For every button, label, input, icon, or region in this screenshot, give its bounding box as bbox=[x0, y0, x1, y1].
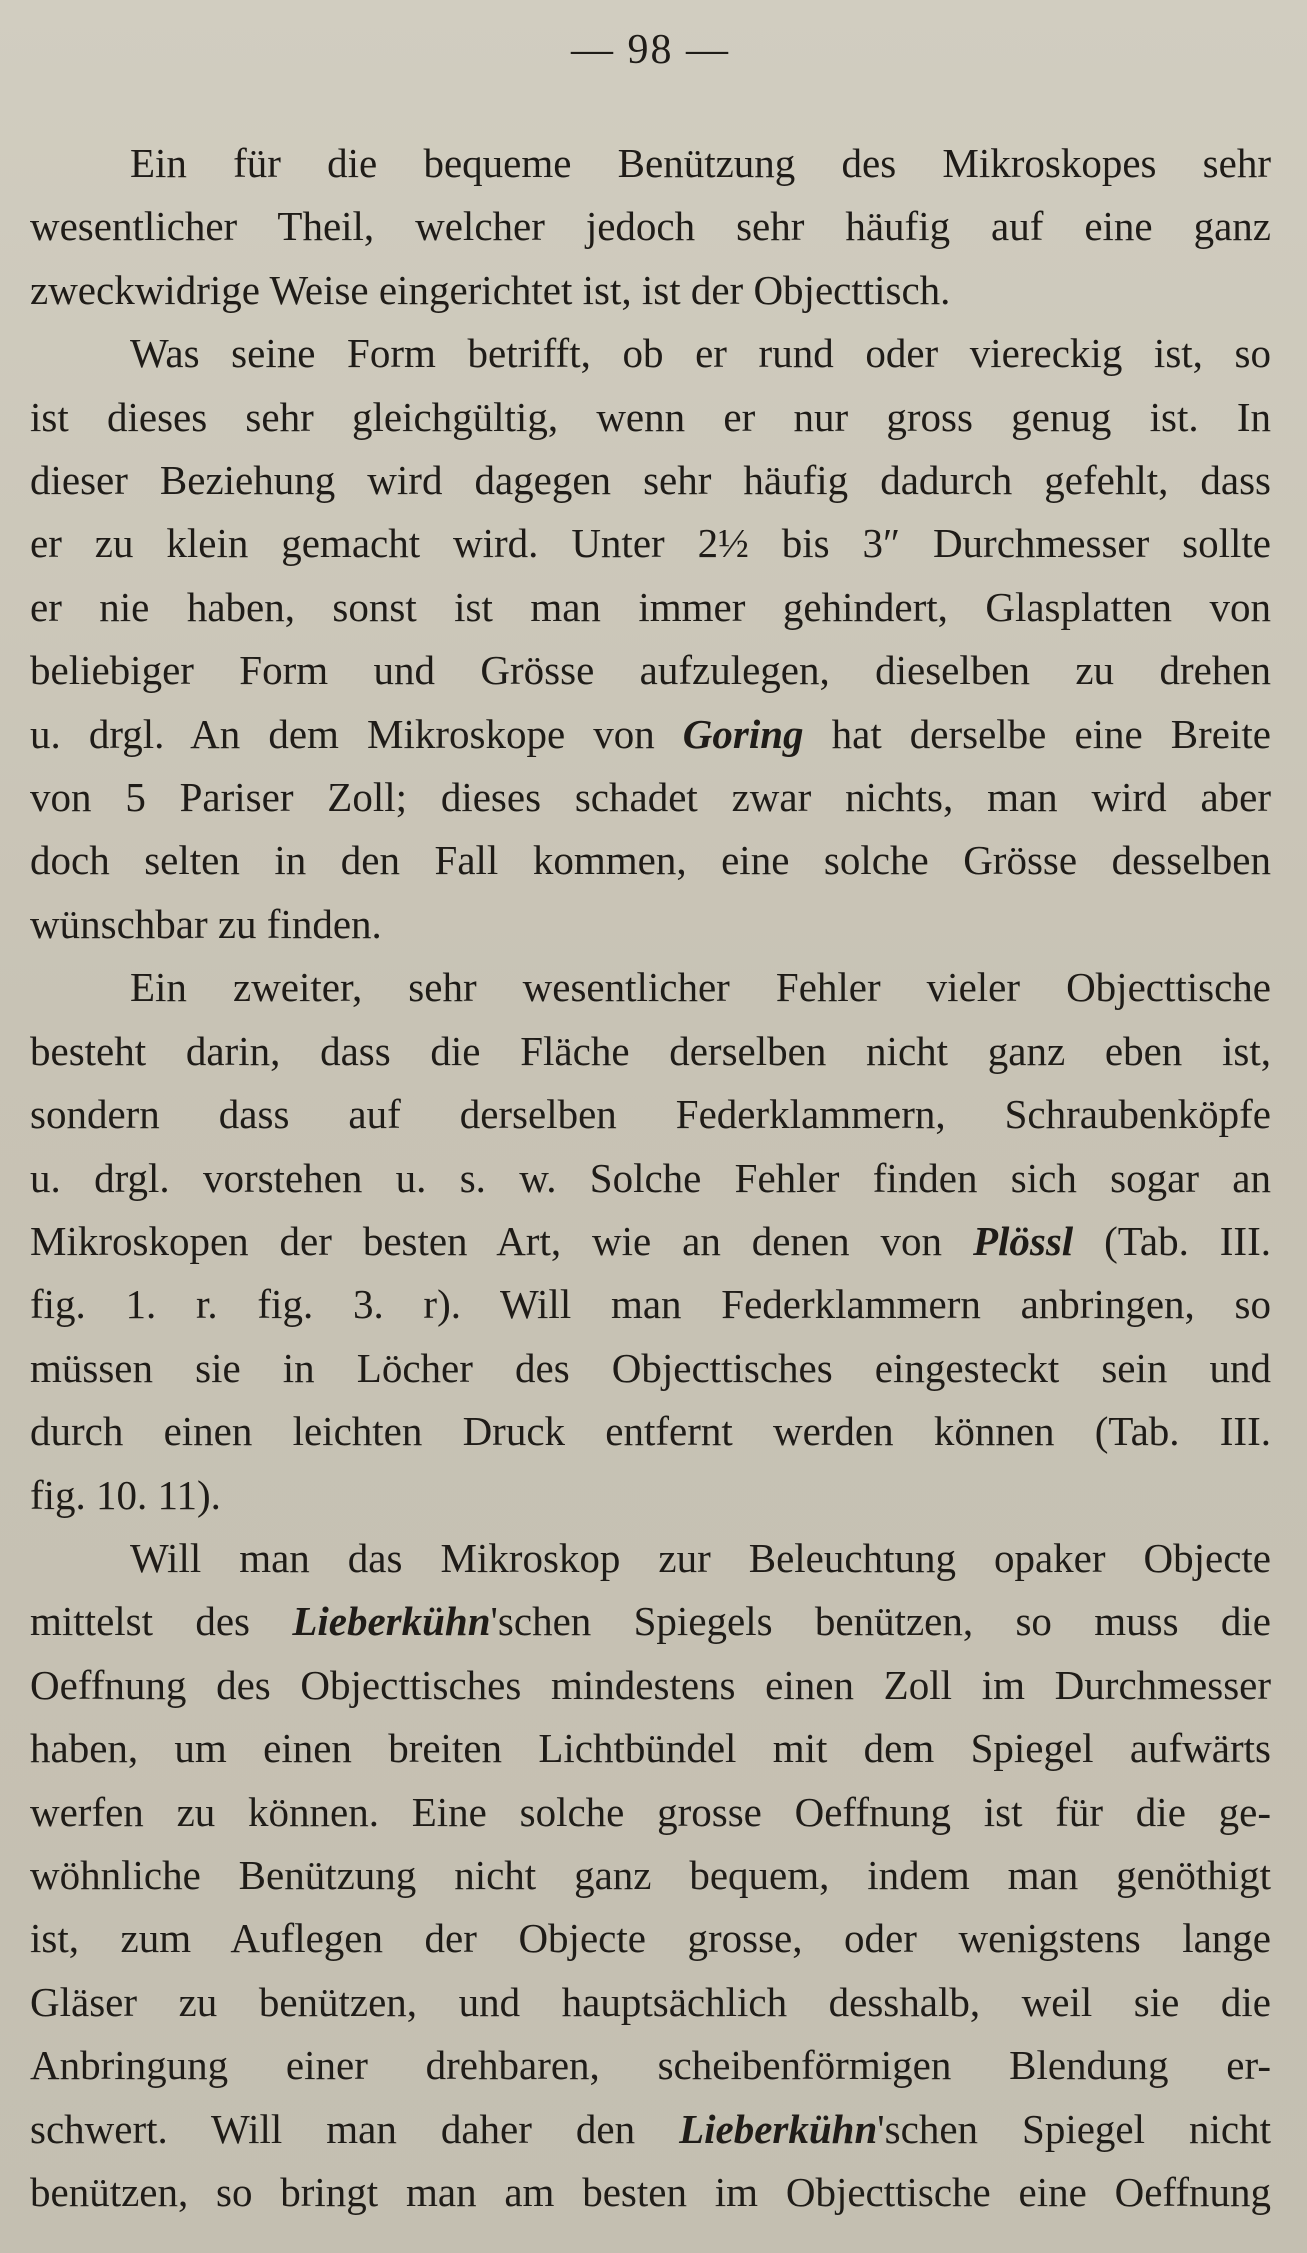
text-line: wöhnliche Benützung nicht ganz bequem, indem man genöthigt bbox=[30, 1851, 1271, 1898]
text-line: besteht darin, dass die Fläche derselben nicht ganz eben ist, bbox=[30, 1027, 1271, 1074]
text-line: er zu klein gemacht wird. Unter 2½ bis 3″ Durchmesser sollte bbox=[30, 520, 1271, 567]
text-line: von 5 Pariser Zoll; dieses schadet zwar nichts, man wird aber bbox=[30, 774, 1271, 821]
text-fragment: schwert. Will man daher den bbox=[30, 2105, 680, 2152]
paragraph-3 bbox=[30, 956, 1271, 1527]
text-fragment: hat derselbe eine Breite bbox=[803, 710, 1271, 757]
text-line: wünschbar zu finden. bbox=[30, 900, 382, 947]
text-line: Was seine Form betrifft, ob er rund oder viereckig ist, so bbox=[130, 330, 1271, 377]
text-line: Anbringung einer drehbaren, scheibenförmigen Blendung er- bbox=[30, 2042, 1271, 2089]
text-line: doch selten in den Fall kommen, eine solche Grösse desselben bbox=[30, 837, 1271, 884]
text-fragment: 'schen Spiegel nicht bbox=[877, 2105, 1271, 2152]
page-number: — 98 — bbox=[571, 27, 730, 73]
text-line: zweckwidrige Weise eingerichtet ist, ist der Objecttisch. bbox=[30, 266, 951, 313]
text-line: sondern dass auf derselben Federklammern, Schraubenköpfe bbox=[30, 1091, 1271, 1138]
paragraph-1 bbox=[30, 132, 1271, 322]
text-line: fig. 10. 11). bbox=[30, 1471, 221, 1518]
text-line: Oeffnung des Objecttisches mindestens einen Zoll im Durchmesser bbox=[30, 1661, 1271, 1708]
text-line: wesentlicher Theil, welcher jedoch sehr häufig auf eine ganz bbox=[30, 203, 1271, 250]
text-line: ist, zum Auflegen der Objecte grosse, oder wenigstens lange bbox=[30, 1915, 1271, 1962]
text-line: Ein zweiter, sehr wesentlicher Fehler vieler Objecttische bbox=[130, 964, 1271, 1011]
person-name-ploessl: Plössl bbox=[972, 1217, 1074, 1264]
text-fragment: u. drgl. An dem Mikroskope von bbox=[30, 710, 683, 757]
text-line: Gläser zu benützen, und hauptsächlich desshalb, weil sie die bbox=[30, 1978, 1271, 2025]
text-line: beliebiger Form und Grösse aufzulegen, dieselben zu drehen bbox=[30, 647, 1271, 694]
person-name-goring: Goring bbox=[682, 710, 804, 757]
text-line: u. drgl. vorstehen u. s. w. Solche Fehler finden sich sogar an bbox=[30, 1154, 1271, 1201]
text-line: er nie haben, sonst ist man immer gehindert, Glasplatten von bbox=[30, 583, 1271, 630]
text-line-with-name bbox=[30, 2098, 1271, 2161]
text-line: benützen, so bringt man am besten im Objecttische eine Oeffnung bbox=[30, 2169, 1271, 2215]
text-line: werfen zu können. Eine solche grosse Oeffnung ist für die ge- bbox=[30, 1788, 1271, 1835]
text-line-with-name bbox=[30, 1590, 1271, 1653]
text-line: durch einen leichten Druck entfernt werden können (Tab. III. bbox=[30, 1408, 1271, 1455]
text-line: Will man das Mikroskop zur Beleuchtung opaker Objecte bbox=[130, 1534, 1271, 1581]
person-name-lieberkuehn: Lieberkühn bbox=[679, 2105, 878, 2152]
text-line: müssen sie in Löcher des Objecttisches eingesteckt sein und bbox=[30, 1344, 1271, 1391]
text-line: Ein für die bequeme Benützung des Mikroskopes sehr bbox=[130, 140, 1271, 186]
text-line-with-name bbox=[30, 703, 1271, 766]
text-fragment: mittelst des bbox=[30, 1598, 293, 1645]
text-line: ist dieses sehr gleichgültig, wenn er nur gross genug ist. In bbox=[30, 393, 1271, 440]
paragraph-4 bbox=[30, 1527, 1271, 2224]
text-line: dieser Beziehung wird dagegen sehr häufig dadurch gefehlt, dass bbox=[30, 457, 1271, 504]
person-name-lieberkuehn: Lieberkühn bbox=[292, 1598, 491, 1645]
text-fragment: Mikroskopen der besten Art, wie an denen von bbox=[30, 1217, 973, 1264]
text-line: haben, um einen breiten Lichtbündel mit dem Spiegel aufwärts bbox=[30, 1725, 1271, 1772]
text-fragment: 'schen Spiegels benützen, so muss die bbox=[490, 1598, 1271, 1645]
text-line: fig. 1. r. fig. 3. r). Will man Federklammern anbringen, so bbox=[30, 1281, 1271, 1328]
text-line-with-name bbox=[30, 1210, 1271, 1273]
paragraph-2 bbox=[30, 322, 1271, 956]
text-fragment: (Tab. III. bbox=[1073, 1217, 1271, 1264]
